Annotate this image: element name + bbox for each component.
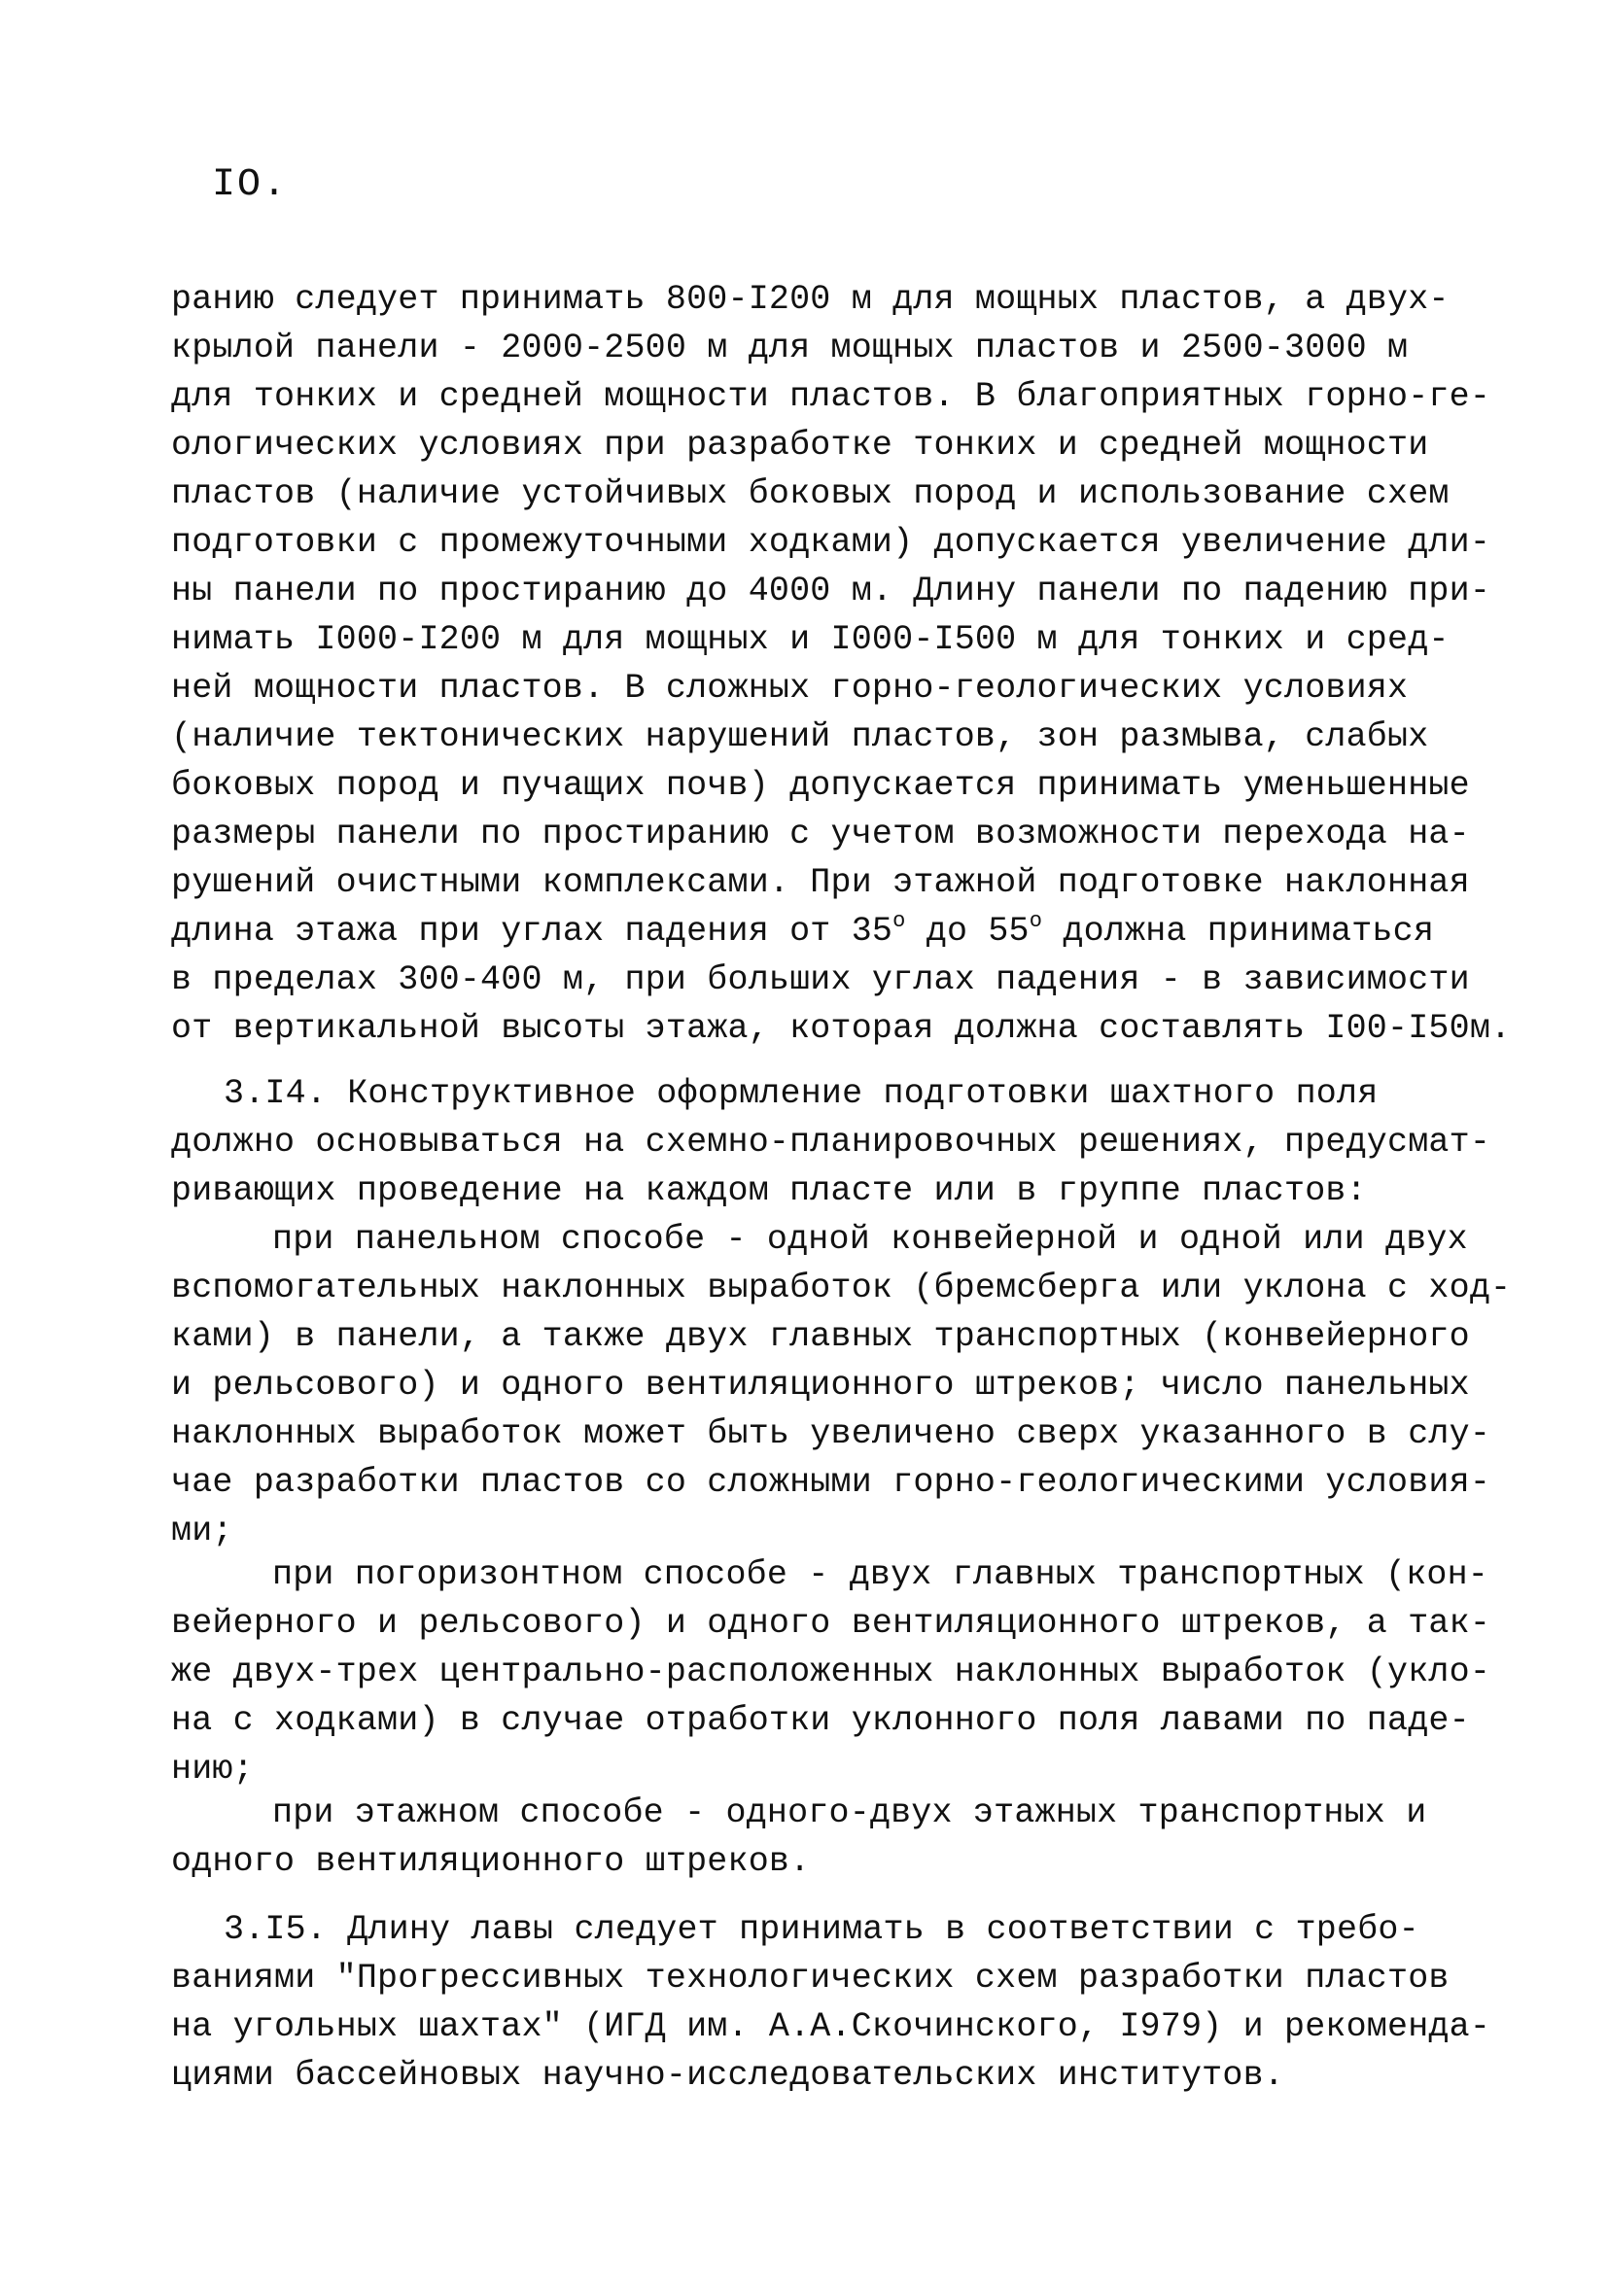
text-line: от вертикальной высоты этажа, которая должна составлять I00-I50м. — [171, 1009, 1512, 1048]
degree-mark: о — [892, 909, 906, 933]
text-line: размеры панели по простиранию с учетом возможности перехода на- — [171, 815, 1470, 853]
text-line: в пределах 300-400 м, при больших углах падения - в зависимости — [171, 960, 1470, 999]
text-line: ологических условиях при разработке тонких и средней мощности — [171, 426, 1429, 465]
text-line: боковых пород и пучащих почв) допускается принимать уменьшенные — [171, 766, 1470, 805]
text-line: при этажном способе - одного-двух этажных транспортных и — [272, 1793, 1427, 1832]
section-3-15 — [171, 1905, 1491, 2100]
text-line: при погоризонтном способе - двух главных транспортных (кон- — [272, 1555, 1489, 1594]
text-line: циями бассейновых научно-исследовательских институтов. — [171, 2056, 1284, 2095]
item-panel-method — [171, 1215, 1512, 1555]
text-line: ней мощности пластов. В сложных горно-геологических условиях — [171, 669, 1409, 708]
item-storey-method — [171, 1789, 1464, 1886]
degree-mark: о — [1029, 909, 1043, 933]
text-line: и рельсового) и одного вентиляционного штреков; число панельных — [171, 1366, 1470, 1405]
text-line: ны панели по простиранию до 4000 м. Длину панели по падению при- — [171, 572, 1491, 610]
text-line: нию; — [171, 1750, 254, 1789]
text-line: ми; — [171, 1512, 233, 1550]
text-line: ранию следует принимать 800-I200 м для мощных пластов, а двух- — [171, 280, 1450, 319]
section-heading-line: 3.I5. Длину лавы следует принимать в соответствии с требо- — [224, 1910, 1419, 1949]
text-line-angles — [171, 907, 1464, 956]
text-line: вспомогательных наклонных выработок (бремсберга или уклона с ход- — [171, 1269, 1512, 1307]
angle-text-middle: до 55 — [905, 912, 1030, 951]
text-line: для тонких и средней мощности пластов. В благоприятных горно-ге- — [171, 377, 1491, 416]
text-line: одного вентиляционного штреков. — [171, 1842, 811, 1881]
angle-text-before: длина этажа при углах падения от 35 — [171, 912, 893, 951]
section-heading-line: 3.I4. Конструктивное оформление подготовки шахтного поля — [224, 1074, 1379, 1113]
text-line: на с ходками) в случае отработки уклонного поля лавами по паде- — [171, 1701, 1470, 1740]
text-line: пластов (наличие устойчивых боковых пород и использование схем — [171, 474, 1450, 513]
section-3-14 — [171, 1069, 1491, 1215]
page-number: IO. — [212, 163, 289, 207]
item-horizon-method — [171, 1550, 1491, 1793]
text-line: рушений очистными комплексами. При этажной подготовке наклонная — [171, 863, 1470, 902]
text-line: (наличие тектонических нарушений пластов, зон размыва, слабых — [171, 717, 1429, 756]
text-line: ваниями "Прогрессивных технологических схем разработки пластов — [171, 1959, 1450, 1998]
text-line: ками) в панели, а также двух главных транспортных (конвейерного — [171, 1317, 1470, 1356]
text-line: вейерного и рельсового) и одного вентиляционного штреков, а так- — [171, 1604, 1491, 1643]
text-line: при панельном способе - одной конвейерной и одной или двух — [272, 1220, 1468, 1259]
text-line: же двух-трех центрально-расположенных наклонных выработок (укло- — [171, 1652, 1491, 1691]
angle-text-after: должна приниматься — [1042, 912, 1435, 951]
text-line: чае разработки пластов со сложными горно-геологическими условия- — [171, 1463, 1491, 1502]
text-line: крылой панели - 2000-2500 м для мощных пластов и 2500-3000 м — [171, 329, 1409, 367]
text-line: наклонных выработок может быть увеличено сверх указанного в слу- — [171, 1414, 1491, 1453]
text-line: подготовки с промежуточными ходками) допускается увеличение дли- — [171, 523, 1491, 562]
text-line: нимать I000-I200 м для мощных и I000-I500 м для тонких и сред- — [171, 620, 1450, 659]
paragraph-continuation — [171, 275, 1512, 1053]
text-line: должно основываться на схемно-планировочных решениях, предусмат- — [171, 1123, 1491, 1162]
text-line: на угольных шахтах" (ИГД им. А.А.Скочинского, I979) и рекоменда- — [171, 2007, 1491, 2046]
text-line: ривающих проведение на каждом пласте или в группе пластов: — [171, 1171, 1367, 1210]
